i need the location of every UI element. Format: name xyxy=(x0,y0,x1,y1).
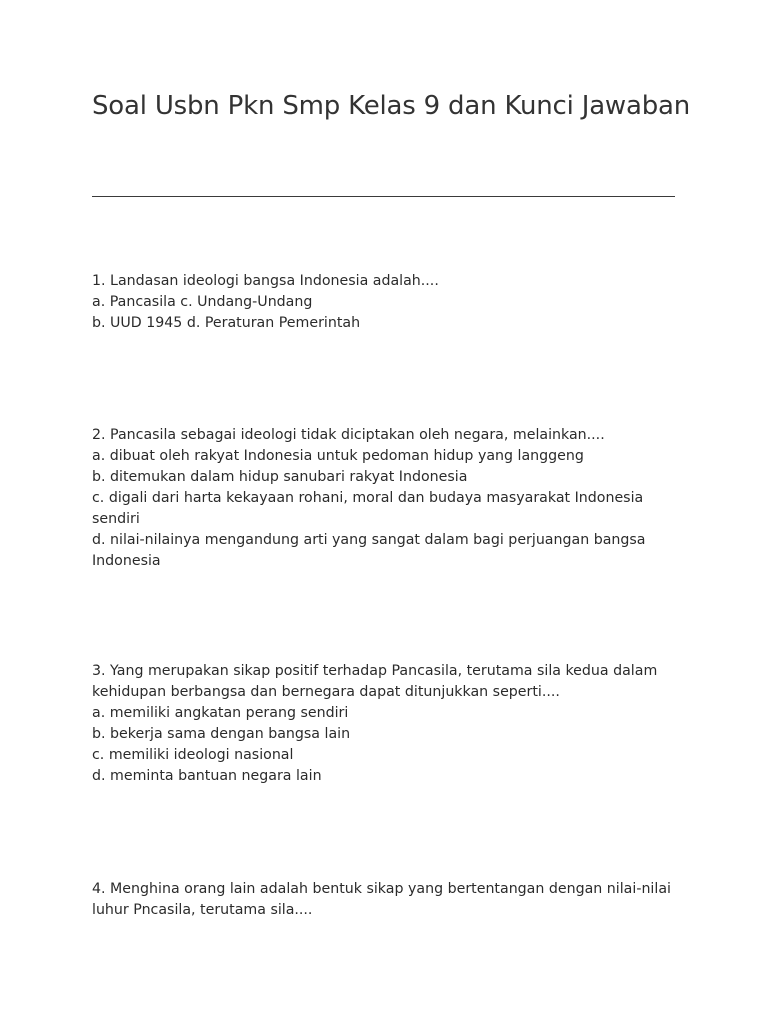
question-3 xyxy=(92,661,682,787)
question-1 xyxy=(92,271,682,334)
question-stem: 3. Yang merupakan sikap positif terhadap Pancasila, terutama sila kedua dalam kehidupan berbangsa dan bernegara dapat ditunjukkan seperti.... xyxy=(92,663,662,700)
title-divider xyxy=(92,196,675,197)
question-4 xyxy=(92,879,682,921)
answer-option: b. ditemukan dalam hidup sanubari rakyat Indonesia xyxy=(92,469,468,485)
answer-option: d. meminta bantuan negara lain xyxy=(92,768,322,784)
question-2 xyxy=(92,425,682,572)
answer-option: c. digali dari harta kekayaan rohani, moral dan budaya masyarakat Indonesia sendiri xyxy=(92,490,648,527)
page-title: Soal Usbn Pkn Smp Kelas 9 dan Kunci Jawaban xyxy=(92,91,691,121)
answer-option: a. memiliki angkatan perang sendiri xyxy=(92,705,349,721)
question-stem: 2. Pancasila sebagai ideologi tidak diciptakan oleh negara, melainkan.... xyxy=(92,427,605,443)
answer-option: d. nilai-nilainya mengandung arti yang sangat dalam bagi perjuangan bangsa Indonesia xyxy=(92,532,650,569)
answer-option: a. dibuat oleh rakyat Indonesia untuk pedoman hidup yang langgeng xyxy=(92,448,584,464)
answer-option: b. UUD 1945 d. Peraturan Pemerintah xyxy=(92,315,361,331)
answer-option: a. Pancasila c. Undang-Undang xyxy=(92,294,313,310)
question-stem: 4. Menghina orang lain adalah bentuk sikap yang bertentangan dengan nilai-nilai luhur Pncasila, terutama sila.... xyxy=(92,881,676,918)
answer-option: c. memiliki ideologi nasional xyxy=(92,747,294,763)
question-stem: 1. Landasan ideologi bangsa Indonesia adalah.... xyxy=(92,273,439,289)
answer-option: b. bekerja sama dengan bangsa lain xyxy=(92,726,351,742)
